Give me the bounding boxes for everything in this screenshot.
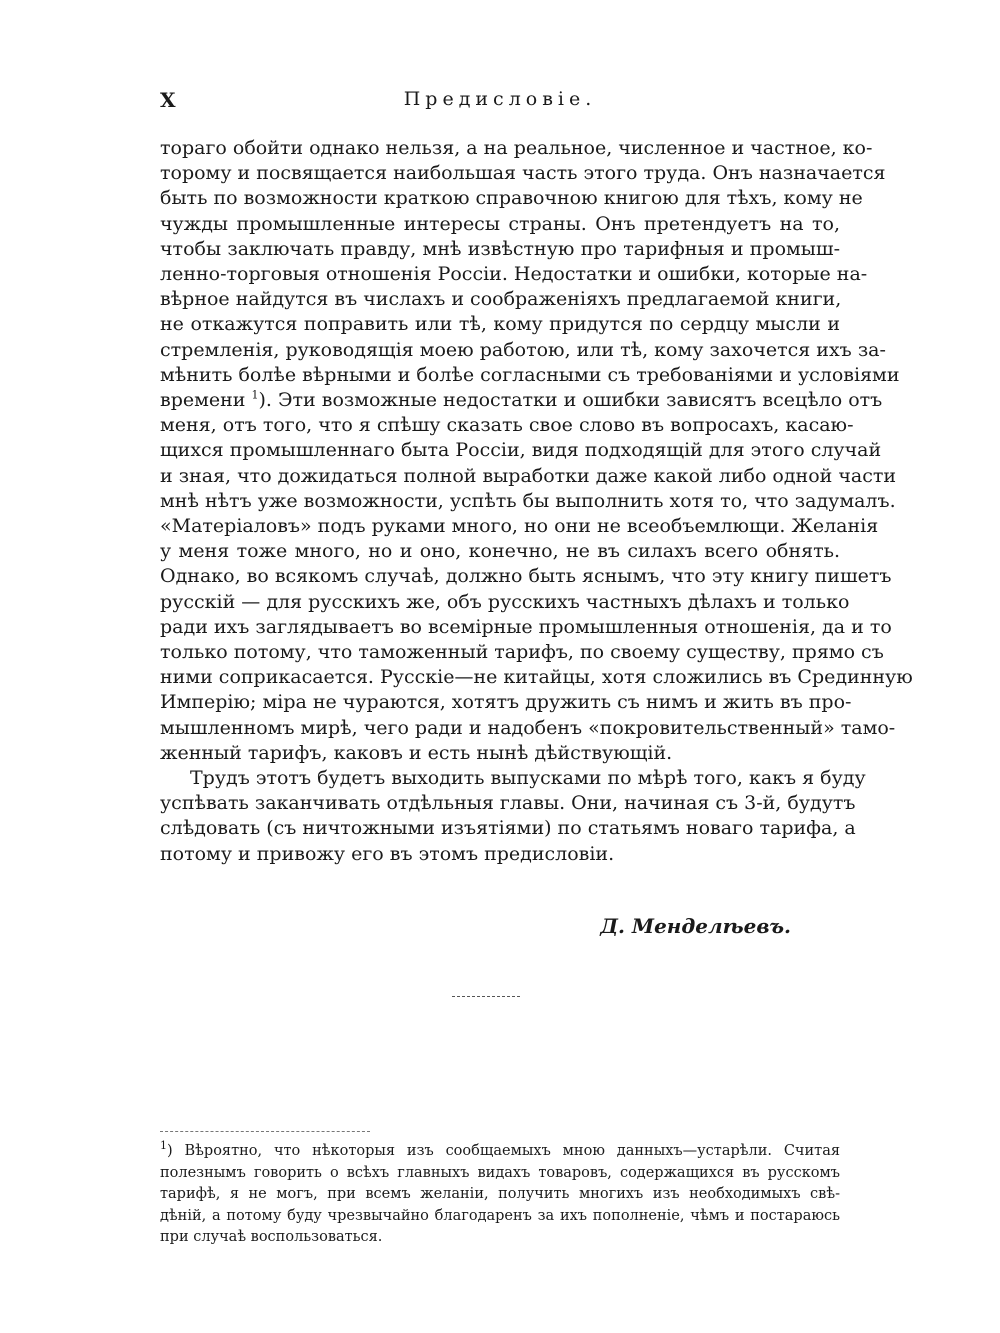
running-head bbox=[160, 88, 840, 114]
text-line: только потому, что таможенный тарифъ, по своему существу, прямо съ bbox=[160, 641, 884, 664]
text-line: быть по возможности краткою справочною книгою для тѣхъ, кому не bbox=[160, 187, 863, 210]
text-line: потому и привожу его въ этомъ предисловіи. bbox=[160, 842, 615, 865]
text-line: чтобы заключать правду, мнѣ извѣстную про тарифныя и промыш- bbox=[160, 237, 840, 260]
footnote-line bbox=[160, 1141, 840, 1163]
text-line: женный тарифъ, каковъ и есть нынѣ дѣйствующій. bbox=[160, 741, 673, 764]
text-fragment: ). Эти возможные недостатки и ошибки зависятъ всецѣло отъ bbox=[258, 389, 883, 412]
footnote-reference: 1 bbox=[251, 388, 259, 402]
text-line: щихся промышленнаго быта Россіи, видя подходящій для этого случай bbox=[160, 439, 882, 462]
footnote-line: тарифѣ, я не могъ, при всемъ желаніи, получить многихъ изъ необходимыхъ свѣ- bbox=[160, 1186, 840, 1203]
text-line: меня, отъ того, что я спѣшу сказать свое слово въ вопросахъ, касаю- bbox=[160, 414, 854, 437]
text-fragment: ) Вѣроятно, что нѣкоторыя изъ сообщаемыхъ мною данныхъ—устарѣли. Считая bbox=[167, 1143, 840, 1159]
text-line-with-footnote-ref bbox=[160, 388, 883, 413]
text-line: тораго обойти однако нельзя, а на реальное, численное и частное, ко- bbox=[160, 137, 873, 159]
author-signature: Д. Менделѣевъ. bbox=[600, 914, 791, 938]
footnote-line: полезнымъ говорить о всѣхъ главныхъ видахъ товаровъ, содержащихся въ русскомъ bbox=[160, 1164, 840, 1181]
text-line: «Матеріаловъ» подъ руками много, но они не всеобъемлющи. Желанія bbox=[160, 515, 879, 538]
main-text bbox=[160, 136, 913, 867]
text-line: ними соприкасается. Русскіе—не китайцы, хотя сложились въ Срединную bbox=[160, 666, 913, 689]
text-line: русскій — для русскихъ же, объ русскихъ частныхъ дѣлахъ и только bbox=[160, 590, 850, 613]
text-line: Однако, во всякомъ случаѣ, должно быть яснымъ, что эту книгу пишетъ bbox=[160, 565, 892, 588]
section-end-rule bbox=[452, 996, 520, 997]
text-line: Имперію; міра не чураются, хотятъ дружить съ нимъ и жить въ про- bbox=[160, 691, 852, 714]
footnote-marker: 1 bbox=[160, 1139, 167, 1153]
text-line: и зная, что дожидаться полной выработки даже какой либо одной части bbox=[160, 464, 897, 487]
text-line: торому и посвящается наибольшая часть этого труда. Онъ назначается bbox=[160, 162, 886, 185]
text-line: слѣдовать (съ ничтожными изъятіями) по статьямъ новаго тарифа, а bbox=[160, 817, 856, 840]
text-line: мнѣ нѣтъ уже возможности, успѣть бы выполнить хотя то, что задумалъ. bbox=[160, 489, 896, 512]
text-line: мѣнить болѣе вѣрными и болѣе согласными съ требованіями и условіями bbox=[160, 363, 900, 386]
footnote-line: дѣній, а потому буду чрезвычайно благодаренъ за ихъ пополненіе, чѣмъ и постараюсь bbox=[160, 1207, 840, 1224]
text-line: чужды промышленные интересы страны. Онъ претендуетъ на то, bbox=[160, 212, 840, 235]
text-line: ленно-торговыя отношенія Россіи. Недостатки и ошибки, которые на- bbox=[160, 263, 868, 286]
text-line: у меня тоже много, но и оно, конечно, не въ силахъ всего обнять. bbox=[160, 540, 840, 563]
footnote-line: при случаѣ воспользоваться. bbox=[160, 1229, 383, 1246]
page-header-title: Предисловіе. bbox=[403, 88, 597, 110]
text-line: успѣвать заканчивать отдѣльныя главы. Они, начиная съ 3-й, будутъ bbox=[160, 792, 856, 815]
text-line: стремленія, руководящія моею работою, или тѣ, кому захочется ихъ за- bbox=[160, 338, 886, 361]
text-line: не откажутся поправить или тѣ, кому придутся по сердцу мысли и bbox=[160, 313, 840, 336]
text-line: вѣрное найдутся въ числахъ и соображеніяхъ предлагаемой книги, bbox=[160, 288, 842, 311]
page-number: X bbox=[160, 88, 177, 112]
footnote-separator bbox=[160, 1131, 370, 1132]
text-line: мышленномъ мирѣ, чего ради и надобенъ «покровительственный» тамо- bbox=[160, 716, 896, 739]
text-line: Трудъ этотъ будетъ выходить выпусками по мѣрѣ того, какъ я буду bbox=[190, 767, 866, 790]
text-line: ради ихъ заглядываетъ во всемірные промышленныя отношенія, да и то bbox=[160, 615, 892, 638]
text-fragment: времени bbox=[160, 389, 252, 412]
footnote bbox=[160, 1141, 840, 1249]
